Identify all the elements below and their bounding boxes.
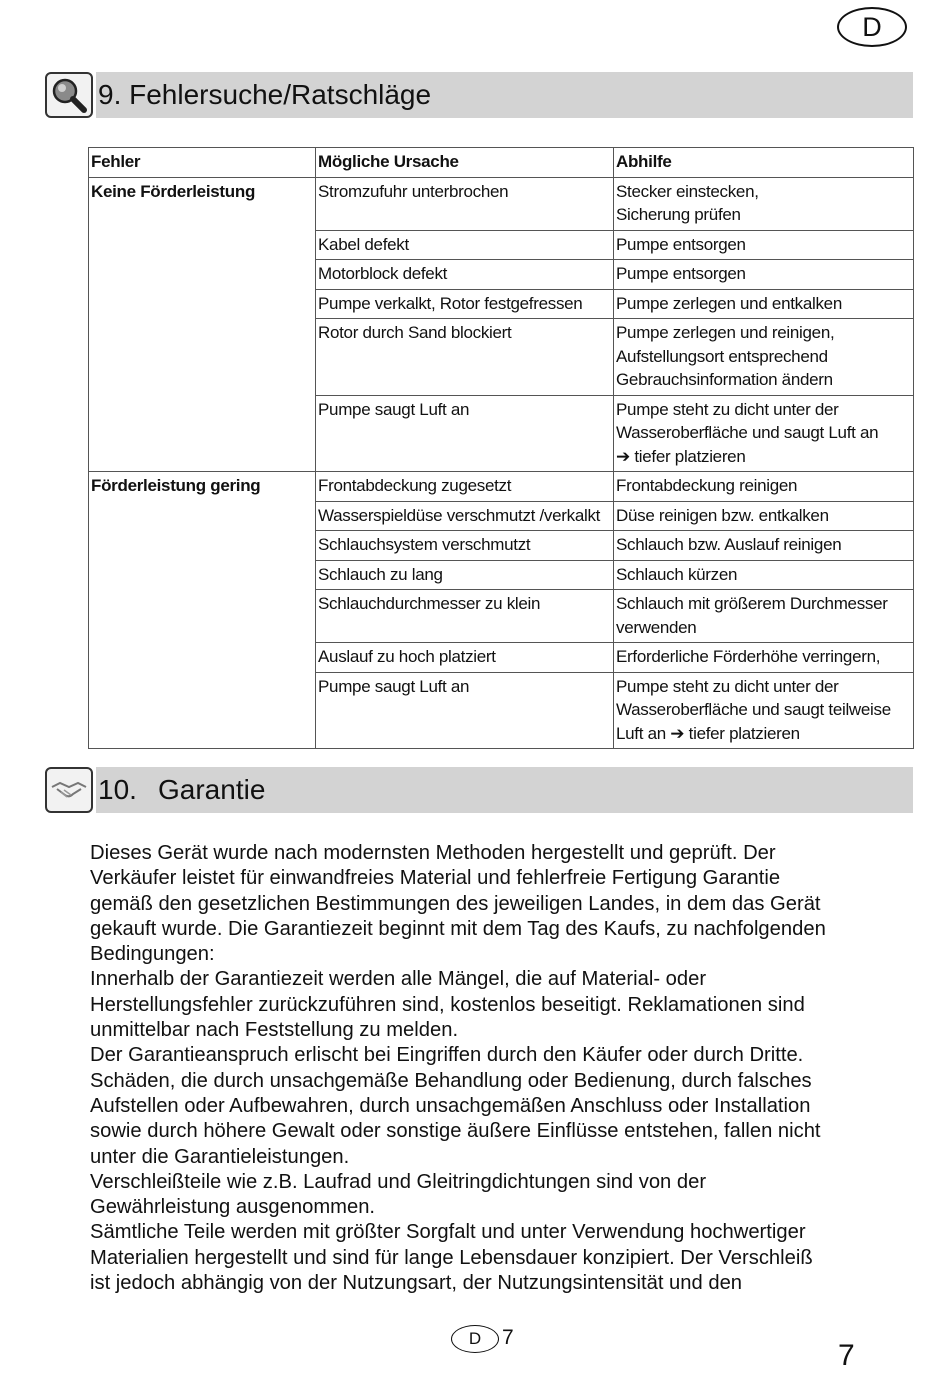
warranty-line: Bedingungen:: [90, 943, 215, 966]
remedy-line: Schlauch mit größerem Durchmesser: [616, 594, 888, 613]
page-number: 7: [838, 1339, 855, 1372]
cause-cell: Schlauchdurchmesser zu klein: [316, 590, 614, 643]
remedy-line: Gebrauchsinformation ändern: [616, 370, 833, 389]
remedy-line: Aufstellungsort entsprechend: [616, 346, 828, 366]
remedy-line: Düse reinigen bzw. entkalken: [616, 505, 829, 525]
cause-cell: Pumpe saugt Luft an: [316, 395, 614, 472]
fault-cell: Keine Förderleistung: [89, 177, 316, 472]
cause-cell: Frontabdeckung zugesetzt: [316, 472, 614, 502]
language-badge: D: [837, 7, 907, 47]
footer-language-badge: D: [451, 1325, 499, 1353]
troubleshooting-table: [88, 147, 914, 749]
section-9-title: 9. Fehlersuche/Ratschläge: [96, 72, 913, 118]
remedy-cell: [614, 472, 914, 502]
section-10-label: Garantie: [158, 774, 266, 805]
cause-cell: Pumpe saugt Luft an: [316, 672, 614, 749]
footer-page-ref: 7: [502, 1326, 514, 1349]
warranty-line: gemäß den gesetzlichen Bestimmungen des jeweiligen Landes, in dem das Gerät: [90, 892, 821, 915]
table-header-row: [89, 148, 914, 178]
remedy-line: Wasseroberfläche und saugt Luft an: [616, 423, 879, 442]
remedy-line: Schlauch kürzen: [616, 564, 738, 584]
remedy-line: Sicherung prüfen: [616, 205, 741, 224]
remedy-line: ➔ tiefer platzieren: [616, 446, 746, 466]
remedy-cell: [614, 531, 914, 561]
remedy-cell: [614, 289, 914, 319]
warranty-line: Verschleißteile wie z.B. Laufrad und Gleitringdichtungen sind von der: [90, 1170, 707, 1193]
magnifier-icon: [45, 72, 93, 118]
cause-cell: Schlauchsystem verschmutzt: [316, 531, 614, 561]
remedy-cell: [614, 177, 914, 230]
remedy-cell: [614, 319, 914, 396]
remedy-line: Pumpe entsorgen: [616, 234, 746, 254]
warranty-line: Der Garantieanspruch erlischt bei Eingriffen durch den Käufer oder durch Dritte.: [90, 1044, 804, 1067]
warranty-line: Schäden, die durch unsachgemäße Behandlung oder Bedienung, durch falsches: [90, 1069, 812, 1092]
warranty-line: unter die Garantieleistungen.: [90, 1145, 350, 1168]
cause-cell: Kabel defekt: [316, 230, 614, 260]
remedy-line: Pumpe entsorgen: [616, 264, 746, 283]
remedy-cell: [614, 560, 914, 590]
warranty-line: Sämtliche Teile werden mit größter Sorgfalt und unter Verwendung hochwertiger: [90, 1221, 806, 1244]
section-10-header: [45, 767, 913, 815]
remedy-line: Pumpe steht zu dicht unter der: [616, 399, 839, 419]
section-9-header: [45, 72, 913, 120]
cause-cell: Wasserspieldüse verschmutzt /verkalkt: [316, 501, 614, 531]
header-cause: Mögliche Ursache: [316, 148, 614, 178]
remedy-line: Stecker einstecken,: [616, 181, 759, 201]
header-fault: Fehler: [89, 148, 316, 178]
remedy-line: Pumpe steht zu dicht unter der: [616, 676, 839, 696]
remedy-cell: [614, 643, 914, 673]
remedy-line: Wasseroberfläche und saugt teilweise: [616, 700, 891, 719]
table-row: [89, 177, 914, 230]
warranty-line: gekauft wurde. Die Garantiezeit beginnt mit dem Tag des Kaufs, zu nachfolgenden: [90, 917, 826, 940]
warranty-line: unmittelbar nach Feststellung zu melden.: [90, 1019, 459, 1042]
remedy-cell: [614, 590, 914, 643]
table-row: [89, 472, 914, 502]
section-10-title: [96, 767, 913, 813]
cause-cell: Motorblock defekt: [316, 260, 614, 290]
warranty-line: sowie durch höhere Gewalt oder sonstige äußere Einflüsse entstehen, fallen nicht: [90, 1120, 821, 1143]
warranty-text: [90, 841, 912, 1296]
cause-cell: Auslauf zu hoch platziert: [316, 643, 614, 673]
remedy-line: Schlauch bzw. Auslauf reinigen: [616, 535, 842, 554]
remedy-cell: [614, 501, 914, 531]
remedy-line: Erforderliche Förderhöhe verringern,: [616, 647, 881, 666]
warranty-line: Materialien hergestellt und sind für lange Lebensdauer konzipiert. Der Verschleiß: [90, 1246, 813, 1269]
cause-cell: Schlauch zu lang: [316, 560, 614, 590]
cause-cell: Pumpe verkalkt, Rotor festgefressen: [316, 289, 614, 319]
cause-cell: Stromzufuhr unterbrochen: [316, 177, 614, 230]
remedy-line: Frontabdeckung reinigen: [616, 476, 798, 495]
header-remedy: Abhilfe: [614, 148, 914, 178]
remedy-cell: [614, 395, 914, 472]
remedy-line: Luft an ➔ tiefer platzieren: [616, 723, 800, 743]
section-10-number: 10.: [98, 774, 137, 805]
remedy-cell: [614, 672, 914, 749]
warranty-line: Innerhalb der Garantiezeit werden alle Mängel, die auf Material- oder: [90, 968, 707, 991]
warranty-line: Aufstellen oder Aufbewahren, durch unsachgemäßen Anschluss oder Installation: [90, 1094, 811, 1117]
warranty-line: Gewährleistung ausgenommen.: [90, 1196, 376, 1219]
warranty-line: Herstellungsfehler zurückzuführen sind, kostenlos beseitigt. Reklamationen sind: [90, 993, 805, 1016]
handshake-icon: [45, 767, 93, 813]
cause-cell: Rotor durch Sand blockiert: [316, 319, 614, 396]
remedy-line: Pumpe zerlegen und reinigen,: [616, 323, 835, 342]
remedy-line: verwenden: [616, 617, 697, 637]
warranty-line: ist jedoch abhängig von der Nutzungsart, der Nutzungsintensität und den: [90, 1272, 743, 1295]
remedy-line: Pumpe zerlegen und entkalken: [616, 293, 842, 313]
remedy-cell: [614, 230, 914, 260]
fault-cell: Förderleistung gering: [89, 472, 316, 749]
warranty-line: Verkäufer leistet für einwandfreies Material und fehlerfreie Fertigung Garantie: [90, 867, 781, 890]
warranty-line: Dieses Gerät wurde nach modernsten Methoden hergestellt und geprüft. Der: [90, 842, 776, 864]
remedy-cell: [614, 260, 914, 290]
